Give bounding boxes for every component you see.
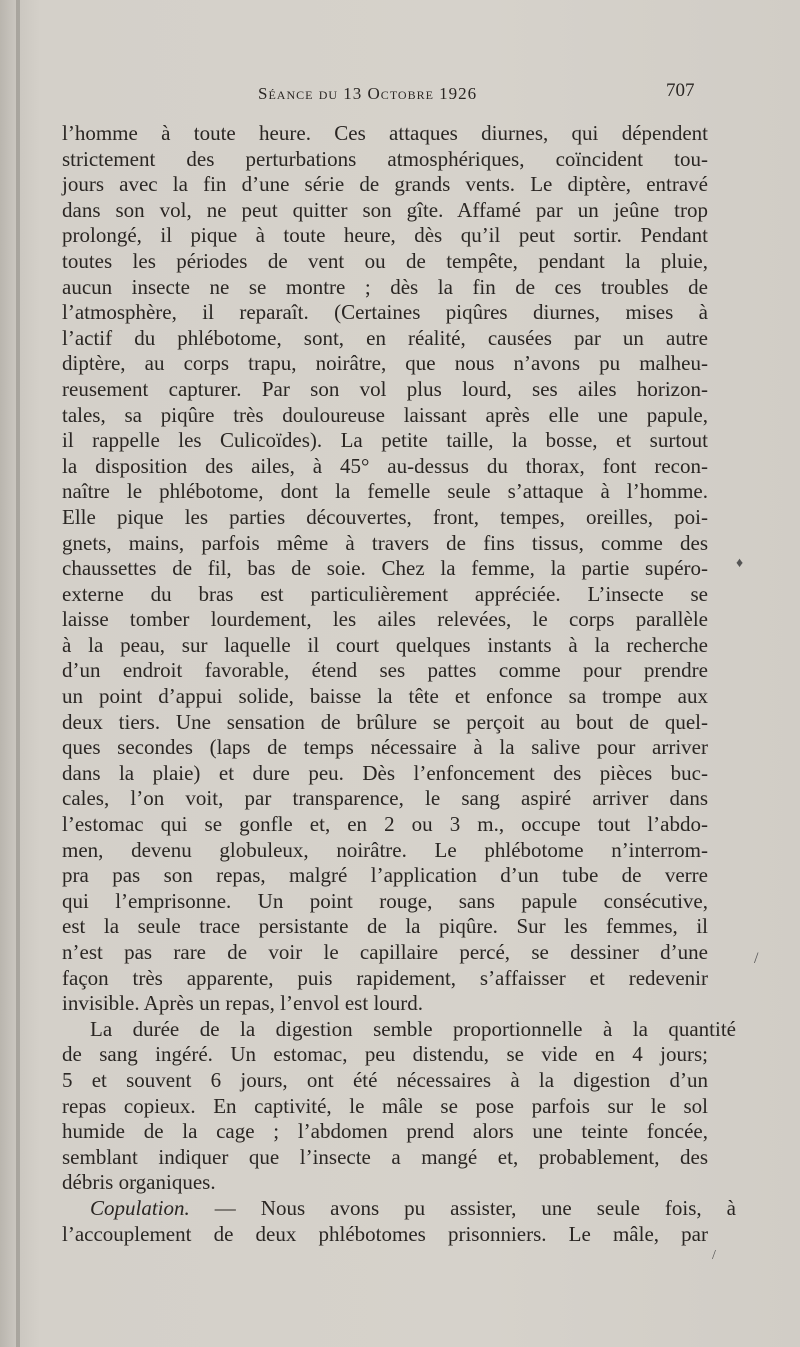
text-line: l’accouplement de deux phlébotomes prisonniers. Le mâle, par [62,1221,708,1246]
text-line: prolongé, il pique à toute heure, dès qu’il peut sortir. Pendant [62,223,708,248]
text-line: il rappelle les Culicoïdes). La petite taille, la bosse, et surtout [62,428,708,453]
text-line: deux tiers. Une sensation de brûlure se perçoit au bout de quel- [62,709,708,734]
text-line: un point d’appui solide, baisse la tête et enfonce sa trompe aux [62,684,708,709]
text-line: dans son vol, ne peut quitter son gîte. Affamé par un jeûne trop [62,197,708,222]
text-line: semblant indiquer que l’insecte a mangé et, probablement, des [62,1144,708,1169]
text-line: externe du bras est particulièrement appréciée. L’insecte se [62,581,708,606]
text-line [62,1196,736,1222]
text-line: l’actif du phlébotome, sont, en réalité, causées par un autre [62,325,708,350]
section-text: — Nous avons pu assister, une seule fois, à [189,1195,736,1220]
text-line: jours avec la fin d’une série de grands vents. Le diptère, entravé [62,172,708,197]
text-line: à la peau, sur laquelle il court quelques instants à la recherche [62,632,708,657]
text-line: 5 et souvent 6 jours, ont été nécessaires à la digestion d’un [62,1067,708,1092]
text-line: chaussettes de fil, bas de soie. Chez la femme, la partie supéro- [62,556,708,581]
text-line: men, devenu globuleux, noirâtre. Le phlébotome n’interrom- [62,837,708,862]
text-line: n’est pas rare de voir le capillaire percé, se dessiner d’une [62,940,708,964]
text-line: invisible. Après un repas, l’envol est lourd. [62,991,424,1016]
text-line: naître le phlébotome, dont la femelle seule s’attaque à l’homme. [62,479,708,504]
text-line: Elle pique les parties découvertes, front, tempes, oreilles, poi- [62,504,708,529]
text-line: façon très apparente, puis rapidement, s’affaisser et redevenir [62,965,708,990]
text-line: débris organiques. [62,1170,216,1195]
text-line: ques secondes (laps de temps nécessaire à la salive pour arriver [62,735,708,760]
text-line: strictement des perturbations atmosphériques, coïncident tou- [62,146,708,171]
running-head: Séance du 13 Octobre 1926 [258,84,478,103]
margin-mark: ♦ [736,556,744,571]
text-line: aucun insecte ne se montre ; dès la fin de ces troubles de [62,274,708,299]
body-text [62,121,736,1247]
text-line: La durée de la digestion semble proportionnelle à la quantité [90,1016,736,1041]
margin-stroke: / [712,1248,716,1263]
margin-stroke: / [754,950,759,967]
text-line: d’un endroit favorable, étend ses pattes comme pour prendre [62,658,708,683]
text-line: la disposition des ailes, à 45° au-dessus du thorax, font recon- [62,453,708,478]
text-line: humide de la cage ; l’abdomen prend alors une teinte foncée, [62,1119,708,1144]
text-line: toutes les périodes de vent ou de tempête, pendant la pluie, [62,248,708,273]
text-line: diptère, au corps trapu, noirâtre, que nous n’avons pu malheu- [62,351,708,376]
text-line: dans la plaie) et dure peu. Dès l’enfoncement des pièces buc- [62,760,708,785]
text-line: l’estomac qui se gonfle et, en 2 ou 3 m., occupe tout l’abdo- [62,812,708,837]
text-line: gnets, mains, parfois même à travers de fins tissus, comme des [62,530,708,555]
section-heading: Copulation. [90,1195,190,1220]
page-number: 707 [666,80,695,101]
page-header [0,80,800,112]
text-line: reusement capturer. Par son vol plus lourd, ses ailes horizon- [62,376,708,401]
text-line: cales, l’on voit, par transparence, le sang aspiré arriver dans [62,786,708,811]
text-line: pra pas son repas, malgré l’application d’un tube de verre [62,863,708,888]
text-line: laisse tomber lourdement, les ailes relevées, le corps parallèle [62,607,708,632]
text-line: est la seule trace persistante de la piqûre. Sur les femmes, il [62,914,708,939]
text-line: repas copieux. En captivité, le mâle se pose parfois sur le sol [62,1093,708,1118]
text-line: de sang ingéré. Un estomac, peu distendu, se vide en 4 jours; [62,1042,708,1067]
text-line: tales, sa piqûre très douloureuse laissant après elle une papule, [62,402,708,427]
text-line: l’atmosphère, il reparaît. (Certaines piqûres diurnes, mises à [62,300,708,325]
page-binding-edge [16,0,20,1347]
text-line: l’homme à toute heure. Ces attaques diurnes, qui dépendent [62,121,708,145]
text-line: qui l’emprisonne. Un point rouge, sans papule consécutive, [62,888,708,913]
